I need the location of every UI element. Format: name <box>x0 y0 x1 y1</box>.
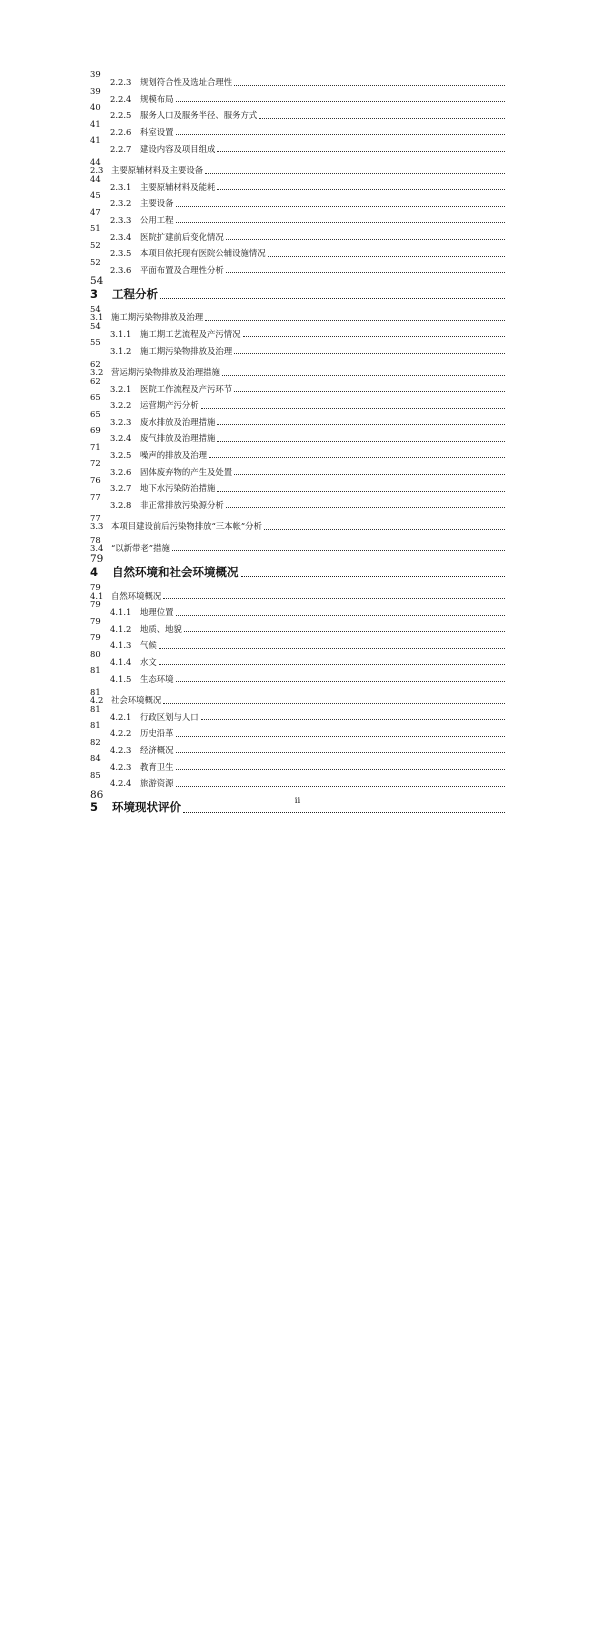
toc-entry-page: 79 <box>90 599 101 610</box>
toc-entry-page: 82 <box>90 736 101 747</box>
toc-entry-page: 54 <box>90 320 101 331</box>
toc-subsection-entry[interactable] <box>90 175 506 192</box>
toc-entry-title: 建设内容及项目组成 <box>140 143 216 154</box>
toc-entry-page: 44 <box>90 156 101 167</box>
toc-entry-page: 39 <box>90 85 101 96</box>
toc-entry-page: 79 <box>90 615 101 626</box>
toc-entry-title: 生态环境 <box>140 673 174 684</box>
toc-entry-title: 科室设置 <box>140 126 174 137</box>
toc-entry-title: 经济概况 <box>140 744 174 755</box>
toc-entry-page: 54 <box>90 304 101 315</box>
toc-section-entry[interactable] <box>90 536 506 553</box>
toc-entry-title: 气候 <box>140 640 157 651</box>
toc-entry-number: 3.1 <box>90 312 104 323</box>
toc-subsection-entry[interactable] <box>90 410 506 427</box>
toc-entry-title: 规模布局 <box>140 93 174 104</box>
toc-entry-number: 4.1.3 <box>110 640 132 651</box>
toc-entry-number: 2.2.5 <box>110 110 132 121</box>
toc-section-entry[interactable] <box>90 158 506 175</box>
toc-entry-number: 2.3.1 <box>110 181 132 192</box>
toc-entry-title: 旅游资源 <box>140 778 174 789</box>
toc-subsection-entry[interactable] <box>90 617 506 634</box>
toc-section-entry[interactable] <box>90 514 506 531</box>
toc-entry-page: 78 <box>90 534 101 545</box>
toc-entry-number: 4.1.2 <box>110 623 132 634</box>
toc-entry-page: 86 <box>90 788 104 801</box>
toc-entry-page: 45 <box>90 190 101 201</box>
toc-entry-page: 69 <box>90 425 101 436</box>
toc-entry-number: 2.2.7 <box>110 143 132 154</box>
toc-entry-page: 51 <box>90 223 101 234</box>
toc-entry-number: 3.2.8 <box>110 499 132 510</box>
toc-entry-page: 52 <box>90 256 101 267</box>
toc-subsection-entry[interactable] <box>90 208 506 225</box>
toc-entry-page: 79 <box>90 553 104 566</box>
toc-entry-title: 历史沿革 <box>140 728 174 739</box>
toc-entry-page: 79 <box>90 582 101 593</box>
toc-entry-page: 41 <box>90 118 101 129</box>
toc-entry-title: 本项目建设前后污染物排放“三本帐”分析 <box>111 521 262 532</box>
toc-entry-number: 4.2.3 <box>110 761 132 772</box>
toc-section-entry[interactable] <box>90 688 506 705</box>
toc-entry-page: 81 <box>90 665 101 676</box>
toc-entry-page: 62 <box>90 375 101 386</box>
toc-entry-page: 40 <box>90 102 101 113</box>
toc-entry-number: 4.2.4 <box>110 778 132 789</box>
toc-entry-page: 79 <box>90 632 101 643</box>
toc-entry-page: 39 <box>90 69 101 79</box>
toc-entry-title: “以新带老”措施 <box>111 543 170 554</box>
toc-entry-title: 教育卫生 <box>140 761 174 772</box>
toc-subsection-entry[interactable] <box>90 338 506 355</box>
toc-entry-number: 2.2.6 <box>110 126 132 137</box>
toc-entry-page: 47 <box>90 206 101 217</box>
toc-entry-number: 3.2.7 <box>110 483 132 494</box>
toc-entry-page: 81 <box>90 687 101 697</box>
toc-entry-page: 65 <box>90 408 101 419</box>
toc-entry-title: 运营期产污分析 <box>140 400 199 411</box>
toc-entry-number: 2.3.2 <box>110 198 132 209</box>
toc-entry-title: 水文 <box>140 657 157 667</box>
toc-entry-title: 本项目依托现有医院公辅设施情况 <box>140 248 266 259</box>
toc-entry-number: 2.3.3 <box>110 214 132 225</box>
toc-section-entry[interactable] <box>90 360 506 377</box>
toc-subsection-entry[interactable] <box>90 459 506 476</box>
toc-subsection-entry[interactable] <box>90 120 506 137</box>
toc-entry-title: 营运期污染物排放及治理措施 <box>111 367 220 378</box>
toc-entry-page: 84 <box>90 753 101 764</box>
toc-subsection-entry[interactable] <box>90 241 506 258</box>
toc-entry-number: 2.2.4 <box>110 93 132 104</box>
toc-entry-title: 主要原辅材料及主要设备 <box>111 165 204 176</box>
toc-subsection-entry[interactable] <box>90 476 506 493</box>
toc-subsection-entry[interactable] <box>90 224 506 241</box>
toc-entry-page: 85 <box>90 769 101 780</box>
toc-subsection-entry[interactable] <box>90 377 506 394</box>
toc-entry-number: 4.2.1 <box>110 711 132 722</box>
toc-entry-title: 施工期污染物排放及治理 <box>140 345 233 356</box>
toc-entry-number: 5 <box>90 800 99 815</box>
toc-entry-number: 4.1.5 <box>110 673 132 684</box>
toc-entry-page: 71 <box>90 441 101 452</box>
toc-section-entry[interactable] <box>90 583 506 600</box>
toc-chapter-entry[interactable] <box>90 276 506 300</box>
toc-entry-number: 2.3.5 <box>110 248 132 259</box>
toc-subsection-entry[interactable] <box>90 754 506 771</box>
toc-entry-title: 行政区划与人口 <box>140 711 199 722</box>
toc-entry-number: 4.1.4 <box>110 657 132 667</box>
toc-entry-number: 2.3 <box>90 165 104 176</box>
toc-entry-number: 3.2 <box>90 367 104 378</box>
toc-entry-number: 3.1.2 <box>110 345 132 356</box>
toc-entry-page: 41 <box>90 135 101 146</box>
toc-subsection-entry[interactable] <box>90 666 506 683</box>
toc-subsection-entry[interactable] <box>90 191 506 208</box>
toc-entry-title: 平面布置及合理性分析 <box>140 264 224 275</box>
toc-entry-title: 主要设备 <box>140 198 174 209</box>
toc-subsection-entry[interactable] <box>90 705 506 722</box>
toc-subsection-entry[interactable] <box>90 70 506 87</box>
toc-entry-page: 77 <box>90 513 101 524</box>
toc-entry-page: 81 <box>90 703 101 714</box>
toc-entry-number: 4 <box>90 564 99 579</box>
toc-entry-page: 62 <box>90 358 101 369</box>
toc-entry-number: 3 <box>90 286 99 301</box>
toc-subsection-entry[interactable] <box>90 721 506 738</box>
toc-entry-title: 规划符合性及选址合理性 <box>140 77 233 88</box>
toc-subsection-entry[interactable] <box>90 493 506 510</box>
toc-subsection-entry[interactable] <box>90 600 506 617</box>
toc-subsection-entry[interactable] <box>90 258 506 275</box>
toc-entry-number: 4.2.2 <box>110 728 132 739</box>
toc-subsection-entry[interactable] <box>90 633 506 650</box>
toc-entry-page: 72 <box>90 458 101 469</box>
page-number: ii <box>294 796 301 806</box>
toc-entry-page: 55 <box>90 337 101 348</box>
toc-entry-number: 3.4 <box>90 543 104 554</box>
toc-entry-title: 噪声的排放及治理 <box>140 450 207 461</box>
toc-entry-title: 施工期工艺流程及产污情况 <box>140 328 241 339</box>
toc-entry-title: 医院工作流程及产污环节 <box>140 383 233 394</box>
toc-entry-page: 65 <box>90 392 101 403</box>
toc-entry-number: 3.2.3 <box>110 416 132 427</box>
toc-entry-title: 公用工程 <box>140 214 174 225</box>
toc-entry-number: 3.2.5 <box>110 450 132 461</box>
toc-entry-title: 环境现状评价 <box>112 800 181 815</box>
toc-entry-number: 3.2.4 <box>110 433 132 444</box>
toc-subsection-entry[interactable] <box>90 103 506 120</box>
toc-entry-title: 社会环境概况 <box>111 695 162 706</box>
toc-entry-title: 医院扩建前后变化情况 <box>140 231 224 242</box>
toc-entry-page: 76 <box>90 475 101 486</box>
toc-subsection-entry[interactable] <box>90 426 506 443</box>
toc-entry-number: 2.3.4 <box>110 231 132 242</box>
toc-entry-title: 服务人口及服务半径、服务方式 <box>140 110 258 121</box>
toc-subsection-entry[interactable] <box>90 87 506 104</box>
toc-entry-title: 废气排放及治理措施 <box>140 433 216 444</box>
toc-entry-number: 4.2 <box>90 695 104 706</box>
toc-entry-title: 地下水污染防治措施 <box>140 483 216 494</box>
toc-entry-title: 施工期污染物排放及治理 <box>111 312 204 323</box>
toc-entry-title: 主要原辅材料及能耗 <box>140 181 216 192</box>
toc-entry-number: 4.1.1 <box>110 607 132 618</box>
table-of-contents <box>90 70 506 814</box>
toc-subsection-entry[interactable] <box>90 322 506 339</box>
toc-subsection-entry[interactable] <box>90 738 506 755</box>
toc-subsection-entry[interactable] <box>90 650 506 667</box>
toc-entry-title: 地理位置 <box>140 607 174 618</box>
toc-entry-number: 3.2.2 <box>110 400 132 411</box>
toc-chapter-entry[interactable] <box>90 554 506 578</box>
toc-entry-number: 2.2.3 <box>110 77 132 88</box>
toc-subsection-entry[interactable] <box>90 443 506 460</box>
toc-entry-title: 自然环境概况 <box>111 590 162 601</box>
toc-entry-number: 3.1.1 <box>110 328 132 339</box>
toc-entry-page: 80 <box>90 648 101 659</box>
toc-entry-number: 4.1 <box>90 590 104 601</box>
toc-entry-title: 非正常排放污染源分析 <box>140 499 224 510</box>
toc-entry-number: 2.3.6 <box>110 264 132 275</box>
toc-entry-title: 工程分析 <box>112 286 158 301</box>
toc-entry-page: 54 <box>90 275 104 288</box>
toc-entry-number: 4.2.3 <box>110 744 132 755</box>
toc-entry-title: 废水排放及治理措施 <box>140 416 216 427</box>
toc-subsection-entry[interactable] <box>90 771 506 788</box>
toc-entry-page: 77 <box>90 491 101 502</box>
toc-entry-page: 81 <box>90 720 101 731</box>
toc-entry-title: 地质、地貌 <box>140 623 182 634</box>
toc-entry-title: 固体废弃物的产生及处置 <box>140 466 233 477</box>
toc-subsection-entry[interactable] <box>90 393 506 410</box>
toc-entry-number: 3.2.6 <box>110 466 132 477</box>
toc-entry-number: 3.2.1 <box>110 383 132 394</box>
toc-section-entry[interactable] <box>90 305 506 322</box>
toc-subsection-entry[interactable] <box>90 136 506 153</box>
toc-entry-title: 自然环境和社会环境概况 <box>112 564 239 579</box>
toc-entry-number: 3.3 <box>90 521 104 532</box>
toc-entry-page: 52 <box>90 239 101 250</box>
toc-entry-page: 44 <box>90 173 101 184</box>
